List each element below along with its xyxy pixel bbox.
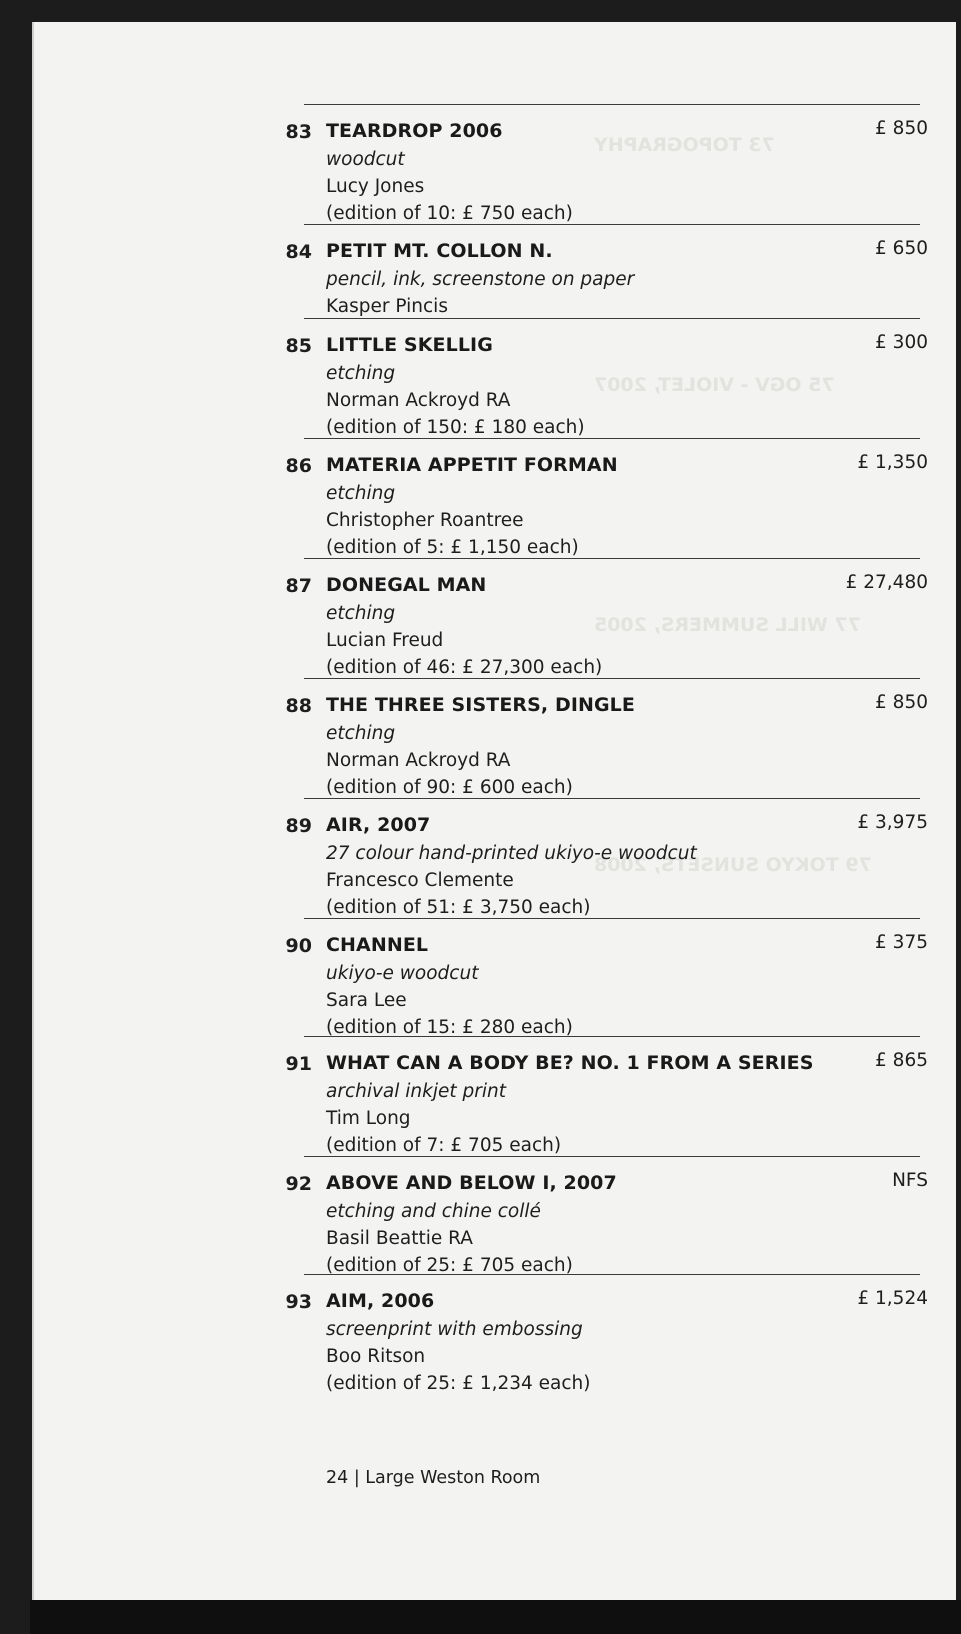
catalogue-entry (34, 1036, 956, 1160)
entry-title: AIM, 2006 (326, 1290, 435, 1312)
entry-title: DONEGAL MAN (326, 574, 487, 596)
entry-medium: 27 colour hand-printed ukiyo-e woodcut (326, 843, 697, 864)
catalogue-entry (34, 1274, 956, 1398)
entry-title: CHANNEL (326, 934, 429, 956)
entry-medium: screenprint with embossing (326, 1319, 583, 1340)
entry-artist: Francesco Clemente (326, 870, 514, 891)
entry-price: NFS (892, 1170, 928, 1191)
entry-number: 83 (285, 121, 312, 143)
entry-edition: (edition of 5: £ 1,150 each) (326, 537, 579, 558)
entry-number: 85 (285, 335, 312, 357)
show-through-text: 77 WILL SUMMERS, 2005 (594, 614, 861, 636)
entry-price: £ 650 (875, 238, 928, 259)
entry-number: 89 (285, 815, 312, 837)
entry-number: 84 (285, 241, 312, 263)
catalogue-page (32, 22, 956, 1602)
entry-medium: pencil, ink, screenstone on paper (326, 269, 635, 290)
entry-artist: Tim Long (326, 1108, 411, 1129)
entry-edition: (edition of 25: £ 1,234 each) (326, 1373, 591, 1394)
entry-title: LITTLE SKELLIG (326, 334, 493, 356)
entry-artist: Lucian Freud (326, 630, 444, 651)
entry-price: £ 27,480 (845, 572, 928, 593)
entry-artist: Basil Beattie RA (326, 1228, 473, 1249)
show-through-text: 75 OGV - VIOLET, 2007 (594, 374, 835, 396)
entry-edition: (edition of 15: £ 280 each) (326, 1017, 573, 1038)
entry-medium: etching (326, 363, 396, 384)
entry-price: £ 300 (875, 332, 928, 353)
entry-number: 92 (285, 1173, 312, 1195)
entry-edition: (edition of 7: £ 705 each) (326, 1135, 562, 1156)
entry-divider (304, 918, 920, 919)
entry-divider (304, 104, 920, 105)
entry-edition: (edition of 51: £ 3,750 each) (326, 897, 591, 918)
entry-artist: Norman Ackroyd RA (326, 750, 511, 771)
entry-artist: Christopher Roantree (326, 510, 524, 531)
entry-price: £ 3,975 (857, 812, 928, 833)
entry-medium: etching and chine collé (326, 1201, 541, 1222)
entry-title: ABOVE AND BELOW I, 2007 (326, 1172, 617, 1194)
entry-title: PETIT MT. COLLON N. (326, 240, 553, 262)
entry-medium: archival inkjet print (326, 1081, 506, 1102)
entry-price: £ 850 (875, 692, 928, 713)
entry-title: MATERIA APPETIT FORMAN (326, 454, 618, 476)
entry-artist: Boo Ritson (326, 1346, 426, 1367)
entry-number: 90 (285, 935, 312, 957)
entry-edition: (edition of 25: £ 705 each) (326, 1255, 573, 1276)
catalogue-entry (34, 798, 956, 922)
entry-medium: etching (326, 603, 396, 624)
entry-title: THE THREE SISTERS, DINGLE (326, 694, 635, 716)
catalogue-entry (34, 104, 956, 228)
catalogue-entry (34, 318, 956, 442)
entry-number: 91 (285, 1053, 312, 1075)
show-through-text: 79 TOKYO SUNSETS, 2008 (594, 854, 872, 876)
entry-divider (304, 678, 920, 679)
entry-title: TEARDROP 2006 (326, 120, 503, 142)
catalogue-entry (34, 918, 956, 1042)
entry-medium: woodcut (326, 149, 405, 170)
catalogue-entry (34, 558, 956, 682)
entry-medium: etching (326, 723, 396, 744)
entry-title: WHAT CAN A BODY BE? NO. 1 FROM A SERIES (326, 1052, 814, 1074)
entry-artist: Sara Lee (326, 990, 407, 1011)
catalogue-entry (34, 678, 956, 802)
entry-divider (304, 798, 920, 799)
entry-number: 86 (285, 455, 312, 477)
entry-medium: ukiyo-e woodcut (326, 963, 479, 984)
entry-number: 88 (285, 695, 312, 717)
entry-divider (304, 438, 920, 439)
entry-divider (304, 1036, 920, 1037)
catalogue-entry (34, 1156, 956, 1280)
catalogue-entry (34, 438, 956, 562)
entry-edition: (edition of 150: £ 180 each) (326, 417, 585, 438)
entry-artist: Norman Ackroyd RA (326, 390, 511, 411)
entry-divider (304, 558, 920, 559)
entry-edition: (edition of 46: £ 27,300 each) (326, 657, 603, 678)
entry-medium: etching (326, 483, 396, 504)
entry-title: AIR, 2007 (326, 814, 431, 836)
entry-number: 93 (285, 1291, 312, 1313)
background-edge (30, 1600, 961, 1634)
entry-price: £ 850 (875, 118, 928, 139)
entry-price: £ 1,350 (857, 452, 928, 473)
entry-edition: (edition of 10: £ 750 each) (326, 203, 573, 224)
entry-price: £ 1,524 (857, 1288, 928, 1309)
page-footer: 24 | Large Weston Room (326, 1468, 541, 1488)
entry-edition: (edition of 90: £ 600 each) (326, 777, 573, 798)
entry-divider (304, 318, 920, 319)
entry-divider (304, 224, 920, 225)
entry-divider (304, 1156, 920, 1157)
entry-number: 87 (285, 575, 312, 597)
entry-price: £ 865 (875, 1050, 928, 1071)
entry-price: £ 375 (875, 932, 928, 953)
entry-artist: Lucy Jones (326, 176, 425, 197)
show-through-text: 73 TOPOGRAPHY (594, 134, 775, 156)
entry-divider (304, 1274, 920, 1275)
entry-artist: Kasper Pincis (326, 296, 448, 317)
